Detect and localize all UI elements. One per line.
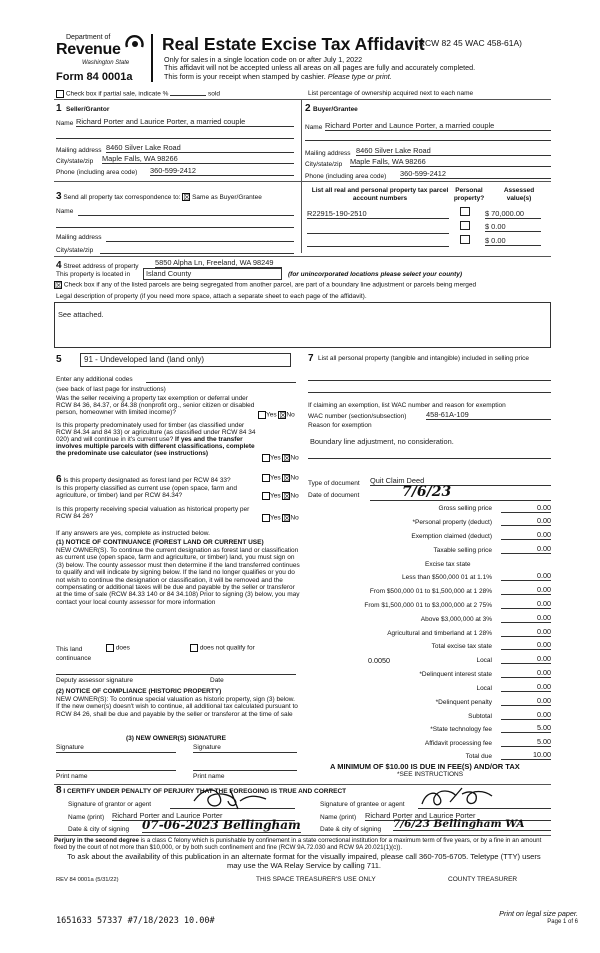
county-treasurer-label: COUNTY TREASURER: [448, 876, 518, 883]
tax-value-total-due[interactable]: 10.00: [501, 750, 551, 760]
exemption-reason-field[interactable]: Boundary line adjustment, no consideration.: [310, 437, 454, 446]
grantee-date-field[interactable]: 7/6/23 Bellingham WA: [393, 818, 551, 831]
does-not-option: does not qualify for: [190, 644, 255, 652]
header-line-1: Only for sales in a single location code on or after July 1, 2022: [164, 55, 363, 64]
historic-no-checkbox[interactable]: ☒: [283, 514, 291, 523]
buyer-phone-label: Phone (including area code): [305, 173, 387, 180]
tax-label-personal: *Personal property (deduct): [412, 519, 492, 526]
forest-yes-checkbox[interactable]: [262, 474, 270, 482]
tax-value-subtotal[interactable]: 0.00: [501, 710, 551, 720]
personal-property-col-header: Personal property?: [453, 187, 485, 203]
deputy-signature-label: Deputy assessor signature: [56, 677, 133, 684]
located-note: (for unincorporated locations please select your county): [288, 271, 463, 278]
doc-date-field[interactable]: 7/6/23: [370, 484, 551, 501]
buyer-mailing-field[interactable]: 8460 Silver Lake Road: [356, 146, 551, 156]
section-3-row: 3 Send all property tax correspondence to: ☒ Same as Buyer/Grantee: [56, 191, 262, 203]
see-back-note: (see back of last page for instructions): [56, 386, 166, 393]
tax-label-processing-fee: Affidavit processing fee: [424, 740, 492, 747]
page-title: Real Estate Excise Tax Affidavit: [162, 34, 425, 54]
historic-yes-no: Yes ☒No: [262, 514, 299, 522]
grantee-signature: [418, 784, 498, 810]
grantor-signature: [190, 783, 270, 811]
deputy-date-label: Date: [210, 677, 224, 684]
footer-rule: [54, 835, 551, 836]
section-3-name-field[interactable]: [78, 215, 294, 216]
continuance-heading: (1) NOTICE OF CONTINUANCE (FOREST LAND OR CURRENT USE): [56, 539, 264, 546]
buyer-name-field[interactable]: Richard Porter and Launce Porter, a married couple: [325, 121, 551, 131]
tax-value-delinquent-penalty[interactable]: 0.00: [501, 696, 551, 706]
tax-label-local: Local: [476, 657, 492, 664]
tax-label-subtotal: Subtotal: [468, 713, 492, 720]
grantor-name-field[interactable]: Richard Porter and Laurice Porter: [112, 811, 295, 821]
current-use-yes-no: Yes ☒No: [262, 492, 299, 500]
assessed-value-1[interactable]: $ 70,000.00: [485, 209, 541, 219]
print-name-label-1: Print name: [56, 773, 88, 780]
title-citation: (RCW 82 45 WAC 458-61A): [416, 38, 522, 48]
tax-label-bracket-4: Above $3,000,000 at 3%: [420, 616, 492, 623]
print-name-line-2[interactable]: [193, 770, 297, 771]
additional-codes-label: Enter any additional codes: [56, 376, 133, 383]
legal-size-note: Print on legal size paper.: [499, 909, 578, 918]
timber-question: Is this property predominately used for timber (as classified under RCW 84.34 and 84 33) or agriculture (as classified under RCW 84 34 020) and will continue in it's current use? If yes and the transfer involves multiple parcels with different classifications, complete the predominate use calculator (see instructions): [56, 422, 256, 457]
tax-value-delinquent-local[interactable]: 0.00: [501, 682, 551, 692]
tax-label-bracket-2: From $500,000 01 to $1,500,000 at 1 28%: [369, 588, 492, 595]
tax-value-gross[interactable]: 0.00: [501, 503, 551, 513]
timber-yes-no: Yes ☒No: [262, 454, 299, 462]
section-3-mailing-label: Mailing address: [56, 234, 102, 241]
tax-label-gross: Gross selling price: [438, 505, 492, 512]
tax-value-technology-fee[interactable]: 5.00: [501, 723, 551, 733]
legal-description-label: Legal description of property (if you need more space, attach a separate sheet to each page of the affidavit).: [56, 293, 367, 300]
parcel-account-1[interactable]: R22915-190-2510: [307, 209, 449, 219]
signature-label-2: Signature: [193, 744, 221, 751]
local-rate: 0.0050: [368, 656, 390, 665]
tax-label-agricultural: Agricultural and timberland at 1 28%: [387, 630, 492, 637]
current-use-no-checkbox[interactable]: ☒: [283, 492, 291, 501]
located-in-label: This property is located in: [56, 271, 131, 278]
this-land-label: This land: [56, 646, 83, 653]
timber-no-checkbox[interactable]: ☒: [283, 454, 291, 463]
forest-no-checkbox[interactable]: ☒: [283, 474, 291, 483]
exemption-reason-line: [308, 458, 551, 459]
certify-row: 8 I CERTIFY UNDER PENALTY OF PERJURY THAT THE FOREGOING IS TRUE AND CORRECT: [56, 785, 347, 796]
grantor-date-field[interactable]: 07-06-2023 Bellingham: [142, 818, 301, 832]
section-2-number: 2: [305, 103, 311, 114]
historic-yes-checkbox[interactable]: [262, 514, 270, 522]
personal-property-label: List all personal property (tangible and intangible) included in selling price: [318, 355, 530, 362]
segregated-row: ☒ Check box if any of the listed parcels are being segregated from another parcel, are part of a boundary line adjustment or parcels being merged: [55, 281, 477, 290]
grantor-date-label: Date & city of signing: [68, 826, 130, 833]
rule-after-1-2: [54, 181, 551, 182]
segregated-checkbox[interactable]: ☒: [55, 281, 63, 290]
personal-property-line-1[interactable]: [308, 380, 551, 381]
assessed-value-3[interactable]: $ 0.00: [485, 236, 541, 246]
compliance-heading: (2) NOTICE OF COMPLIANCE (HISTORIC PROPERTY): [56, 688, 222, 695]
personal-property-line-2[interactable]: [308, 392, 551, 393]
tax-value-total-state[interactable]: 0.00: [501, 640, 551, 650]
alternate-format-notice: To ask about the availability of this publication in an alternate format for the visually impaired, please call 360-705-6705. Teletype (TTY) users may use the WA Relay Service by calling 711.: [67, 852, 541, 870]
perjury-notice: Perjury in the second degree is a class C felony which is punishable by confinement in a state correctional institution for a maximum term of five years, or by a fine in an amount fixed by the court of not more than $10,000, or by both such confinement and fine (RCW 9A.72.030 and RCW 9A 20.021(1)(c)).: [54, 837, 542, 851]
seller-phone-field[interactable]: 360-599-2412: [150, 166, 294, 176]
current-use-question: Is this property classified as current use (open space, farm and agriculture, or timber) land per RCW 84.34?: [56, 485, 238, 500]
buyer-phone-field[interactable]: 360-599-2412: [400, 169, 551, 179]
tax-label-delinquent-local: Local: [476, 685, 492, 692]
assessed-value-2[interactable]: $ 0.00: [485, 222, 541, 232]
any-yes-note: If any answers are yes, complete as instructed below.: [56, 530, 210, 537]
tax-value-bracket-2[interactable]: 0.00: [501, 585, 551, 595]
tax-value-agricultural[interactable]: 0.00: [501, 627, 551, 637]
seller-city-field[interactable]: Maple Falls, WA 98266: [102, 154, 294, 164]
compliance-text: NEW OWNER(S): To continue special valuation as historic property, sign (3) below. If the new owner(s) doesn't wish to continue, all additional tax calculated pursuant to RCW 84 26, shall be due and payable by the seller or transferor at the time of sale: [56, 696, 298, 718]
additional-codes-field[interactable]: [146, 382, 296, 383]
continuance-text: NEW OWNER(S). To continue the current designation as forest land or classification as current use (open space, farm and agriculture, or timber) land, you must sign on (3) below. The county assessor must then determine if the land transferred continues to qualify and will indicate by signing below. If the land no longer qualifies or you do not wish to continue the designation or classification, it will be removed and the compensating or additional taxes will be due and payable by the seller or transferor at the time of sale (RCW 84.33 140 or 84 34.108) Prior to signing (3) below, you may contact your local county assessor for more information: [56, 547, 300, 606]
exemption-yes-checkbox[interactable]: [258, 411, 266, 419]
grantee-name-label: Name (print): [320, 814, 357, 821]
wac-number-field[interactable]: 458-61A-109: [426, 410, 551, 420]
seller-city-label: City/state/zip: [56, 158, 94, 165]
tax-label-taxable: Taxable selling price: [433, 547, 492, 554]
legal-description-box[interactable]: [54, 302, 551, 348]
page-number: Page 1 of 6: [547, 919, 578, 925]
parcel-account-3[interactable]: [307, 246, 449, 247]
tax-label-delinquent-interest: *Delinquent interest state: [419, 671, 492, 678]
legal-description-text: See attached.: [58, 310, 104, 319]
tax-value-delinquent-interest[interactable]: 0.00: [501, 668, 551, 678]
personal-property-checkbox-1[interactable]: [460, 207, 470, 216]
header-line-3: This form is your receipt when stamped by cashier. Please type or print.: [164, 72, 392, 81]
middle-rule-top: [301, 99, 302, 253]
revision-label: REV 84 0001a (5/31/22): [56, 877, 119, 883]
grantee-date-label: Date & city of signing: [320, 826, 382, 833]
section-3-city-label: City/state/zip: [56, 247, 94, 254]
new-owner-signature-line-2[interactable]: [193, 752, 297, 753]
section-3-mailing-field[interactable]: [106, 241, 294, 242]
seller-phone-label: Phone (including area code): [56, 169, 138, 176]
deputy-signature-line[interactable]: [56, 674, 296, 675]
tax-value-personal[interactable]: 0.00: [501, 516, 551, 526]
tax-value-processing-fee[interactable]: 5.00: [501, 737, 551, 747]
property-street-field[interactable]: 5850 Alpha Ln, Freeland, WA 98249: [155, 258, 282, 268]
partial-sale-checkbox[interactable]: [56, 90, 64, 98]
form-number: Form 84 0001a: [56, 71, 133, 83]
state-label: Washington State: [82, 60, 130, 66]
tax-label-bracket-1: Less than $500,000 01 at 1.1%: [402, 574, 492, 581]
tax-value-taxable[interactable]: 0.00: [501, 544, 551, 554]
grantee-name-field[interactable]: Richard Porter and Laurice Porter: [365, 811, 551, 821]
exemption-reason-label: Reason for exemption: [308, 422, 372, 429]
does-checkbox[interactable]: [106, 644, 114, 652]
treasurer-use-label: THIS SPACE TREASURER'S USE ONLY: [256, 876, 376, 883]
signature-label-1: Signature: [56, 744, 84, 751]
exemption-yes-no: Yes ☒No: [258, 411, 295, 419]
wac-number-label: WAC number (section/subsection): [308, 413, 407, 420]
section-4-street-row: 4 Street address of property: [56, 260, 139, 271]
parcel-col-header: List all real and personal property tax parcel account numbers: [311, 187, 449, 203]
print-name-label-2: Print name: [193, 773, 225, 780]
revenue-logo-icon: [124, 33, 146, 55]
section-3-name-label: Name: [56, 208, 74, 215]
dept-label: Department of: [66, 34, 111, 41]
doc-type-label: Type of document: [308, 480, 360, 487]
header-line-2: This affidavit will not be accepted unless all areas on all pages are fully and accurately completed.: [164, 63, 476, 72]
tax-label-excise-state: Excise tax state: [425, 561, 471, 568]
tax-value-local[interactable]: 0.00: [501, 654, 551, 664]
print-name-line-1[interactable]: [56, 770, 176, 771]
seller-mailing-label: Mailing address: [56, 147, 102, 154]
section-1-number: 1: [56, 103, 62, 114]
timber-yes-checkbox[interactable]: [262, 454, 270, 462]
forest-question-row: 6 Is this property designated as forest land per RCW 84 33?: [56, 474, 231, 485]
minimum-due-note: A MINIMUM OF $10.00 IS DUE IN FEE(S) AND/OR TAX: [330, 762, 520, 771]
section-7-number: 7: [308, 353, 314, 364]
tax-label-total-due: Total due: [465, 753, 492, 760]
historic-question: Is this property receiving special valuation as historical property per RCW 84 26?: [56, 506, 250, 521]
buyer-name-line-2: [305, 140, 551, 141]
use-code-select[interactable]: 91 - Undeveloped land (land only): [80, 353, 291, 367]
tax-value-bracket-4[interactable]: 0.00: [501, 613, 551, 623]
assessed-value-col-header: Assessed value(s): [503, 187, 535, 203]
county-select[interactable]: Island County: [143, 268, 282, 280]
seller-mailing-field[interactable]: 8460 Silver Lake Road: [106, 143, 294, 153]
receipt-stamp: 1651633 57337 #7/18/2023 10.00#: [56, 916, 215, 926]
new-owner-signature-line-1[interactable]: [56, 752, 176, 753]
tax-label-bracket-3: From $1,500,000 01 to $3,000,000 at 2 75%: [364, 602, 492, 609]
seller-name-label: Name: [56, 120, 74, 127]
personal-property-checkbox-2[interactable]: [460, 221, 470, 230]
buyer-heading: Buyer/Grantee: [313, 106, 358, 113]
same-as-buyer-checkbox[interactable]: ☒: [183, 193, 191, 203]
exemption-question: Was the seller receiving a property tax exemption or deferral under RCW 84 36, 84.37, or 84.38 (nonprofit org., senior citizen or disabled person, homeowner with limited income)?: [56, 395, 255, 417]
exemption-wac-label: If claiming an exemption, list WAC number and reason for exemption: [308, 402, 506, 409]
personal-property-checkbox-3[interactable]: [460, 235, 470, 244]
section-5-number: 5: [56, 354, 62, 365]
forest-yes-no: Yes ☒No: [262, 474, 299, 482]
buyer-name-label: Name: [305, 124, 323, 131]
tax-value-bracket-3[interactable]: 0.00: [501, 599, 551, 609]
tax-value-exemption[interactable]: 0.00: [501, 530, 551, 540]
section-3-line-2: [56, 227, 294, 228]
partial-sale-row: Check box if partial sale, indicate % sold: [56, 90, 220, 98]
buyer-city-field[interactable]: Maple Falls, WA 98266: [350, 157, 551, 167]
header-divider: [151, 34, 153, 82]
seller-name-field[interactable]: Richard Porter and Laurice Porter, a married couple: [76, 117, 294, 127]
tax-label-exemption: Exemption claimed (deduct): [411, 533, 492, 540]
parcel-account-2[interactable]: [307, 233, 449, 234]
exemption-no-checkbox[interactable]: ☒: [279, 411, 287, 420]
grantee-signature-label: Signature of grantee or agent: [320, 801, 405, 808]
tax-value-bracket-1[interactable]: 0.00: [501, 571, 551, 581]
grantor-signature-label: Signature of grantor or agent: [68, 801, 152, 808]
doc-type-field[interactable]: Quit Claim Deed: [370, 476, 551, 486]
seller-heading: Seller/Grantor: [66, 106, 110, 113]
current-use-yes-checkbox[interactable]: [262, 492, 270, 500]
section-3-city-field[interactable]: [100, 253, 294, 254]
new-owner-signature-heading: (3) NEW OWNER(S) SIGNATURE: [126, 735, 226, 742]
top-rule: [54, 99, 551, 100]
tax-label-delinquent-penalty: *Delinquent penalty: [435, 699, 492, 706]
tax-label-technology-fee: *State technology fee: [430, 726, 492, 733]
does-option: does: [106, 644, 130, 652]
revenue-logo-text: Revenue: [56, 41, 121, 58]
buyer-city-label: City/state/zip: [305, 161, 343, 168]
doc-date-label: Date of document: [308, 492, 360, 499]
ownership-note: List percentage of ownership acquired next to each name: [308, 90, 474, 97]
continuance-label: continuance: [56, 655, 92, 662]
rule-after-3: [54, 256, 551, 257]
see-instructions-note: *SEE INSTRUCTIONS: [397, 771, 464, 778]
does-not-checkbox[interactable]: [190, 644, 198, 652]
grantor-name-label: Name (print): [68, 814, 105, 821]
buyer-mailing-label: Mailing address: [305, 150, 351, 157]
seller-name-line-2: [56, 138, 294, 139]
tax-label-total-state: Total excise tax state: [431, 643, 492, 650]
